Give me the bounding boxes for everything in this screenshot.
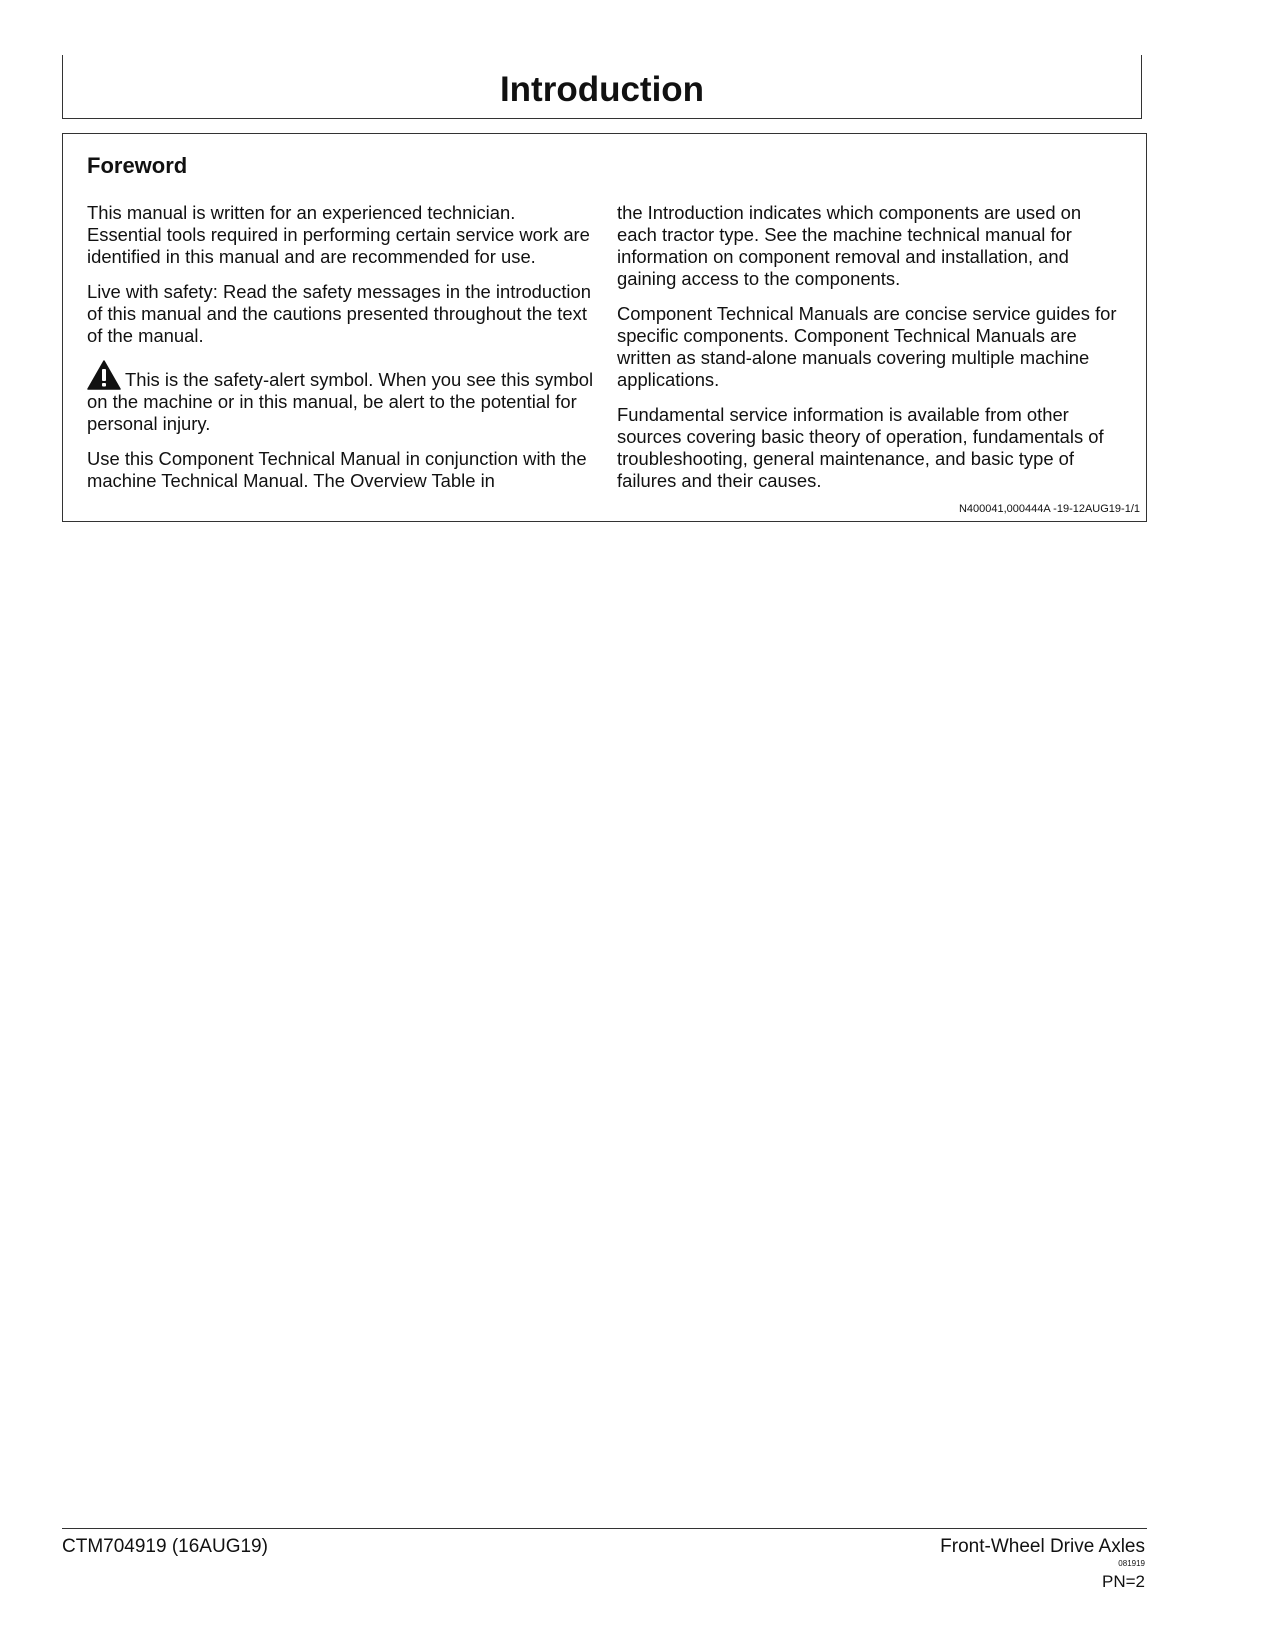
footer-divider	[62, 1528, 1147, 1529]
footer-manual-title: Front-Wheel Drive Axles	[940, 1536, 1145, 1557]
page-title: Introduction	[499, 70, 705, 109]
left-column	[87, 202, 595, 505]
paragraph-live-with-safety: Live with safety: Read the safety messages in the introduction of this manual and the cautions presented throughout the text of the manual.	[87, 281, 591, 346]
foreword-section	[62, 133, 1147, 522]
title-box	[62, 55, 1142, 119]
paragraph-overview-table: the Introduction indicates which components are used on each tractor type. See the machine technical manual for information on component removal and installation, and gaining access to the components.	[617, 202, 1082, 289]
safety-alert-icon	[87, 360, 121, 390]
footer-page-number: PN=2	[1102, 1572, 1145, 1591]
paragraph-use-with-technical-manual: Use this Component Technical Manual in conjunction with the machine Technical Manual. The Overview Table in	[87, 448, 587, 491]
paragraph-experienced-technician: This manual is written for an experienced technician. Essential tools required in performing certain service work are identified in this manual and are recommended for use.	[87, 202, 590, 267]
reference-code: N400041,000444A -19-12AUG19-1/1	[958, 503, 1140, 515]
right-column	[617, 202, 1125, 505]
safety-alert-text: This is the safety-alert symbol. When you see this symbol on the machine or in this manual, be alert to the potential for personal injury.	[87, 369, 594, 434]
paragraph-component-manuals: Component Technical Manuals are concise service guides for specific components. Component Technical Manuals are written as stand-alone manuals covering multiple machine applications.	[617, 303, 1117, 390]
footer-date-code: 081919	[1118, 1559, 1145, 1568]
paragraph-safety-alert	[87, 360, 595, 435]
paragraph-fundamental-service: Fundamental service information is available from other sources covering basic theory of operation, fundamentals of troubleshooting, general maintenance, and basic type of failures and their causes.	[617, 404, 1104, 491]
section-heading: Foreword	[87, 153, 188, 178]
footer-manual-id: CTM704919 (16AUG19)	[62, 1536, 268, 1557]
